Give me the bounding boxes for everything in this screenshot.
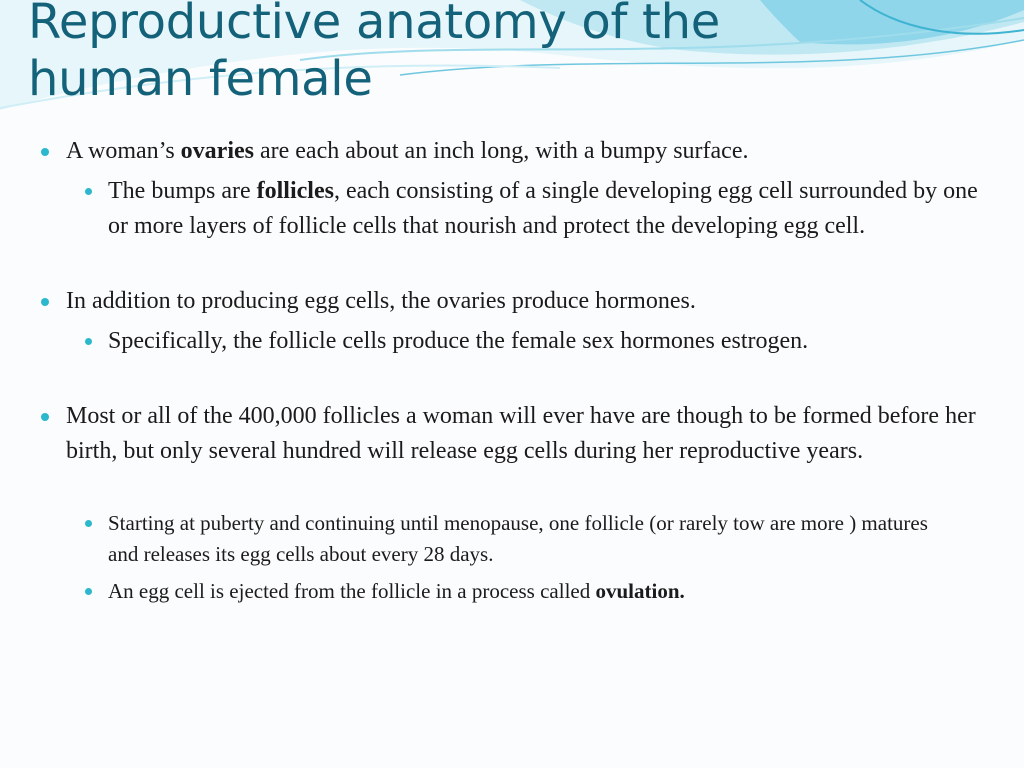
- bullet-hormones: In addition to producing egg cells, the ovaries produce hormones.: [66, 288, 696, 314]
- bullet-dot: [41, 298, 49, 306]
- bullet-ovaries: A woman’s ovaries are each about an inch long, with a bumpy surface.: [66, 138, 749, 164]
- title-line-1: Reproductive anatomy of the: [28, 0, 720, 50]
- bullet-follicle-count: Most or all of the 400,000 follicles a woman will ever have are though to be formed before her birth, but only several hundred will release egg cells during her reproductive years.: [66, 403, 976, 464]
- sub-bullet-dot: [85, 188, 92, 195]
- sub-bullet-puberty: Starting at puberty and continuing until menopause, one follicle (or rarely tow are more ) matures and releases its egg cells about every 28 days.: [108, 511, 928, 566]
- sub-bullet-dot: [85, 338, 92, 345]
- sub-bullet-dot: [85, 520, 92, 527]
- sub-bullet-ovulation: An egg cell is ejected from the follicle in a process called ovulation.: [108, 579, 685, 603]
- title-line-2: human female: [28, 51, 373, 107]
- sub-bullet-follicles: The bumps are follicles, each consisting of a single developing egg cell surrounded by one or more layers of follicle cells that nourish and protect the developing egg cell.: [108, 178, 978, 239]
- sub-bullet-estrogen: Specifically, the follicle cells produce the female sex hormones estrogen.: [108, 328, 809, 354]
- bullet-dot: [41, 413, 49, 421]
- sub-bullet-dot: [85, 588, 92, 595]
- bullet-dot: [41, 148, 49, 156]
